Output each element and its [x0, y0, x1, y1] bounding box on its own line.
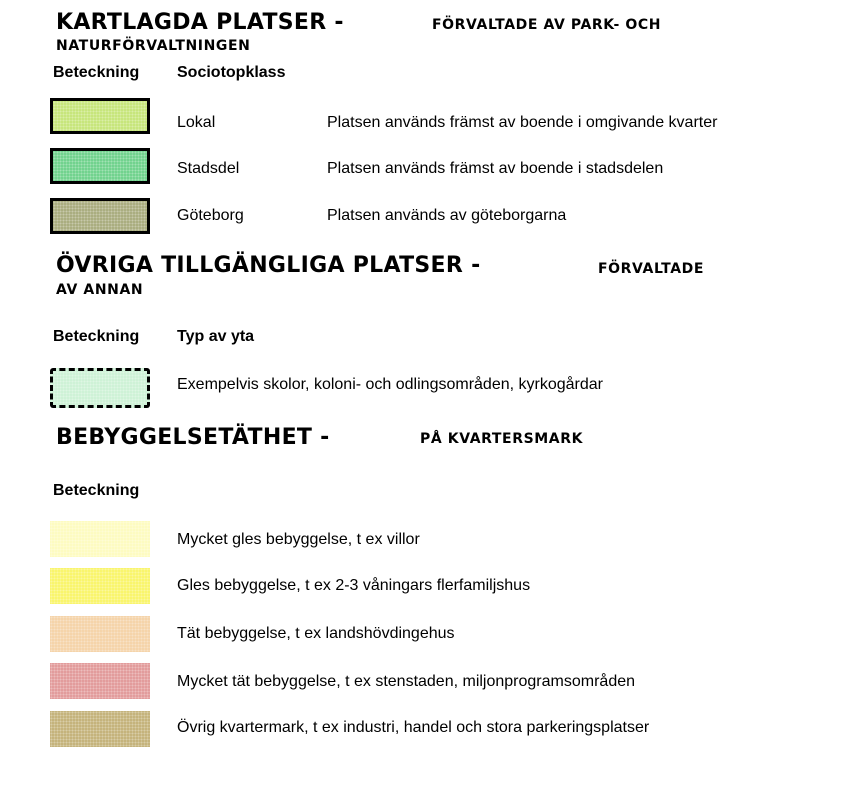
legend-swatch-ovriga: [50, 368, 150, 408]
col-sociotopklass: Sociotopklass: [177, 64, 286, 81]
legend-desc-gles: Gles bebyggelse, t ex 2-3 våningars flerfamiljshus: [177, 577, 531, 594]
legend-swatch-stadsdel: [50, 148, 150, 184]
legend-swatch-gles: [50, 568, 150, 604]
section3-subtitle: PÅ KVARTERSMARK: [420, 431, 584, 447]
section3-title: BEBYGGELSETÄTHET -: [56, 425, 330, 450]
legend-swatch-mycket-gles: [50, 521, 150, 557]
legend-desc-goteborg: Platsen används av göteborgarna: [327, 207, 567, 224]
section1-subtitle: FÖRVALTADE AV PARK- OCH: [432, 17, 662, 33]
col-beteckning-3: Beteckning: [53, 482, 140, 499]
legend-swatch-tat: [50, 616, 150, 652]
col-beteckning: Beteckning: [53, 64, 140, 81]
legend-swatch-ovrig-kvartermark: [50, 711, 150, 747]
legend-class-lokal: Lokal: [177, 114, 216, 131]
col-typ-av-yta: Typ av yta: [177, 328, 255, 345]
legend-desc-lokal: Platsen används främst av boende i omgivande kvarter: [327, 114, 718, 131]
legend-class-stadsdel: Stadsdel: [177, 160, 240, 177]
legend-desc-tat: Tät bebyggelse, t ex landshövdingehus: [177, 625, 455, 642]
legend-swatch-lokal: [50, 98, 150, 134]
legend-desc-mycket-tat: Mycket tät bebyggelse, t ex stenstaden, miljonprogramsområden: [177, 673, 636, 690]
legend-swatch-mycket-tat: [50, 663, 150, 699]
section1-title: KARTLAGDA PLATSER -: [56, 10, 344, 35]
legend-desc-ovrig-kvartermark: Övrig kvartermark, t ex industri, handel och stora parkeringsplatser: [177, 719, 650, 736]
section1-subtitle-line2: NATURFÖRVALTNINGEN: [56, 38, 251, 54]
legend-swatch-goteborg: [50, 198, 150, 234]
legend-desc-stadsdel: Platsen används främst av boende i stadsdelen: [327, 160, 664, 177]
section2-subtitle: FÖRVALTADE: [598, 261, 705, 277]
legend-class-goteborg: Göteborg: [177, 207, 244, 224]
section2-subtitle-line2: AV ANNAN: [56, 282, 144, 298]
col-beteckning-2: Beteckning: [53, 328, 140, 345]
section2-title: ÖVRIGA TILLGÄNGLIGA PLATSER -: [56, 253, 481, 278]
legend-desc-mycket-gles: Mycket gles bebyggelse, t ex villor: [177, 531, 420, 548]
legend-desc-ovriga: Exempelvis skolor, koloni- och odlingsområden, kyrkogårdar: [177, 376, 603, 393]
